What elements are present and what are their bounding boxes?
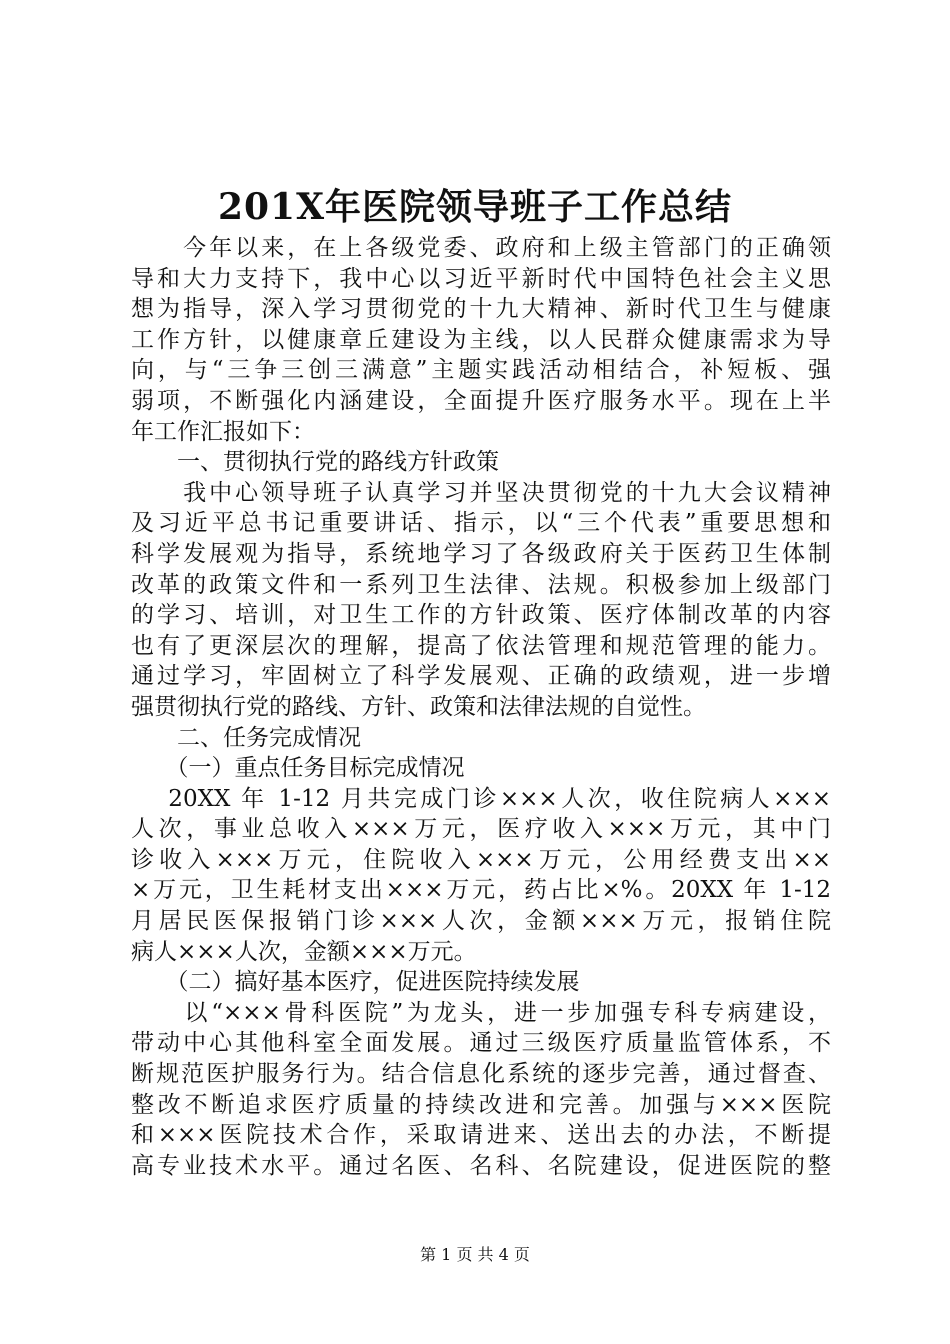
- page-footer: 第 1 页 共 4 页: [420, 1245, 530, 1264]
- body-line: 二、任务完成情况: [131, 724, 361, 751]
- body-line: （一）重点任务目标完成情况: [131, 755, 465, 782]
- body-line: 强贯彻执行党的路线、方针、政策和法律法规的自觉性。: [131, 693, 706, 720]
- body-line: 人次，事业总收入×××万元，医疗收入×××万元，其中门: [131, 816, 831, 843]
- body-line: 20XX 年 1-12 月共完成门诊×××人次，收住院病人×××: [131, 785, 831, 812]
- body-line: 以“×××骨科医院”为龙头，进一步加强专科专病建设，: [131, 999, 831, 1026]
- body-line: 今年以来，在上各级党委、政府和上级主管部门的正确领: [131, 235, 831, 261]
- body-line: 科学发展观为指导，系统地学习了各级政府关于医药卫生体制: [131, 540, 831, 567]
- body-line: （二）搞好基本医疗，促进医院持续发展: [131, 969, 580, 996]
- body-line: 向，与“三争三创三满意”主题实践活动相结合，补短板、强: [131, 357, 831, 384]
- body-line: 一、贯彻执行党的路线方针政策: [131, 449, 499, 476]
- body-line: 工作方针，以健康章丘建设为主线，以人民群众健康需求为导: [131, 326, 831, 353]
- body-line: 我中心领导班子认真学习并坚决贯彻党的十九大会议精神: [131, 479, 831, 506]
- body-line: 的学习、培训，对卫生工作的方针政策、医疗体制改革的内容: [131, 602, 831, 629]
- body-line: ×万元，卫生耗材支出×××万元，药占比×%。20XX 年 1-12: [131, 877, 831, 904]
- body-line: 弱项，不断强化内涵建设，全面提升医疗服务水平。现在上半: [131, 387, 831, 414]
- body-line: 年工作汇报如下：: [131, 418, 315, 445]
- body-line: 通过学习，牢固树立了科学发展观、正确的政绩观，进一步增: [131, 663, 831, 690]
- body-line: 月居民医保报销门诊×××人次，金额×××万元，报销住院: [131, 908, 831, 935]
- body-line: 改革的政策文件和一系列卫生法律、法规。积极参加上级部门: [131, 571, 831, 598]
- body-line: 导和大力支持下，我中心以习近平新时代中国特色社会主义思: [131, 265, 831, 292]
- body-line: 整改不断追求医疗质量的持续改进和完善。加强与×××医院: [131, 1091, 831, 1118]
- body-line: 及习近平总书记重要讲话、指示，以“三个代表”重要思想和: [131, 510, 831, 537]
- body-line: 带动中心其他科室全面发展。通过三级医疗质量监管体系，不: [131, 1030, 831, 1057]
- body-line: 高专业技术水平。通过名医、名科、名院建设，促进医院的整: [131, 1152, 831, 1179]
- body-line: 诊收入×××万元，住院收入×××万元，公用经费支出××: [131, 846, 831, 873]
- body-line: 和×××医院技术合作，采取请进来、送出去的办法，不断提: [131, 1122, 831, 1149]
- body-line: 想为指导，深入学习贯彻党的十九大精神、新时代卫生与健康: [131, 296, 831, 323]
- body-line: 断规范医护服务行为。结合信息化系统的逐步完善，通过督查、: [131, 1061, 831, 1088]
- document-body: [131, 233, 831, 1181]
- body-line: 也有了更深层次的理解，提高了依法管理和规范管理的能力。: [131, 632, 831, 659]
- body-line: 病人×××人次，金额×××万元。: [131, 938, 477, 965]
- document-title: 201X年医院领导班子工作总结: [217, 186, 733, 228]
